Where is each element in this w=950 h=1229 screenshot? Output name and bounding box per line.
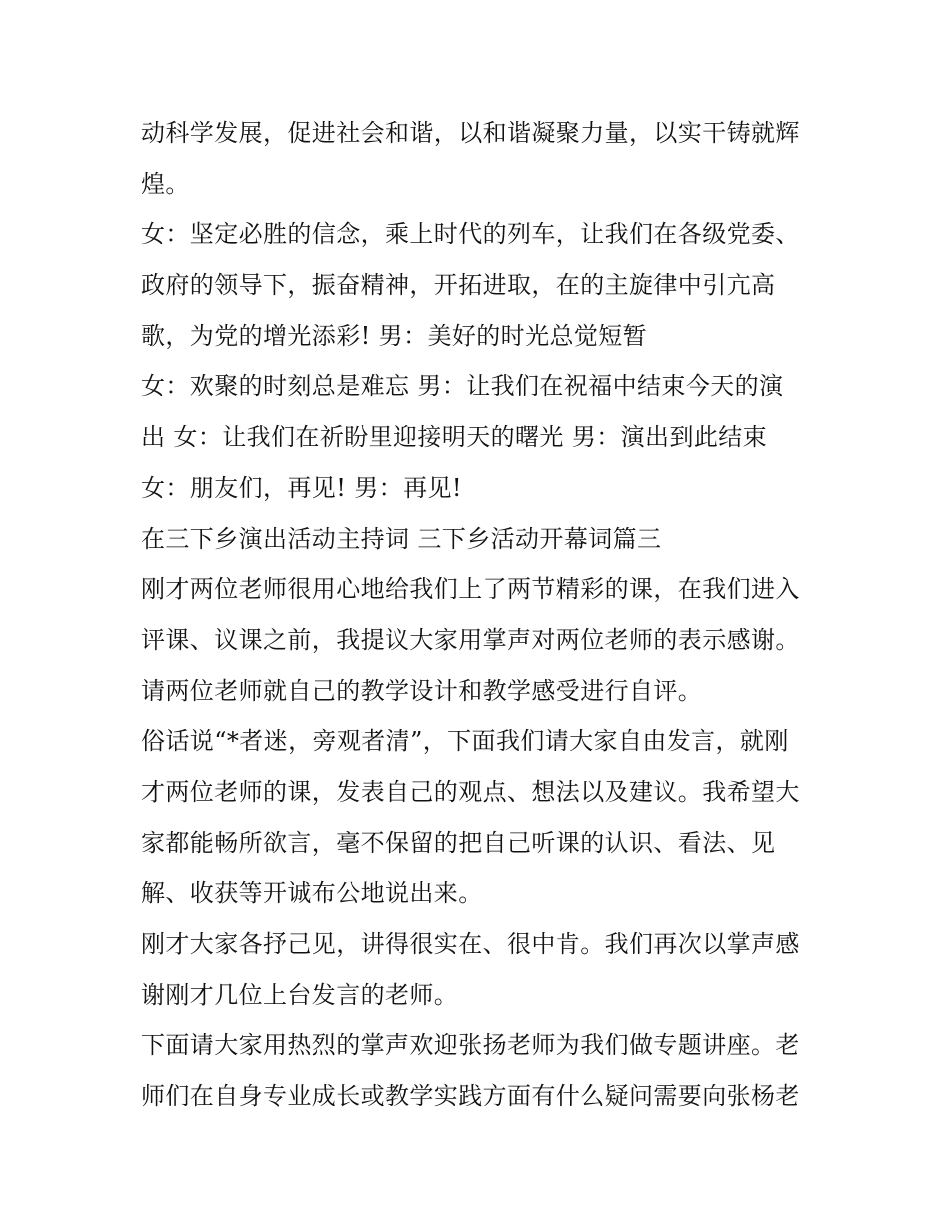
text-line: 俗话说“*者迷，旁观者清”，下面我们请大家自由发言，就刚 [141,727,789,756]
text-line: 谢刚才几位上台发言的老师。 [141,980,459,1009]
text-line: 请两位老师就自己的教学设计和教学感受进行自评。 [141,676,703,705]
text-line: 下面请大家用热烈的掌声欢迎张扬老师为我们做专题讲座。老 [141,1031,800,1060]
text-line: 解、收获等开诚布公地说出来。 [141,879,483,908]
text-line: 师们在自身专业成长或教学实践方面有什么疑问需要向张杨老 [141,1082,800,1111]
text-line: 才两位老师的课，发表自己的观点、想法以及建议。我希望大 [141,777,800,806]
text-line: 歌，为党的增光添彩! 男：美好的时光总觉短暂 [141,321,648,350]
text-line: 出 女：让我们在祈盼里迎接明天的曙光 男：演出到此结束 [141,423,768,452]
text-line: 女：朋友们，再见! 男：再见! [141,473,462,502]
text-line: 动科学发展，促进社会和谐，以和谐凝聚力量，以实干铸就辉 [141,119,800,147]
text-line: 刚才大家各抒己见，讲得很实在、很中肯。我们再次以掌声感 [141,930,800,958]
body-text [141,108,821,1122]
text-line: 女：坚定必胜的信念，乘上时代的列车，让我们在各级党委、 [141,220,800,249]
text-line: 家都能畅所欲言，毫不保留的把自己听课的认识、看法、见 [141,828,776,857]
text-line: 煌。 [141,169,190,198]
text-line: 女：欢聚的时刻总是难忘 男：让我们在祝福中结束今天的演 [141,372,784,401]
text-line: 刚才两位老师很用心地给我们上了两节精彩的课，在我们进入 [141,575,800,604]
text-line: 政府的领导下，振奋精神，开拓进取，在的主旋律中引亢高 [141,271,776,300]
text-line: 评课、议课之前，我提议大家用掌声对两位老师的表示感谢。 [141,625,800,654]
section-heading: 在三下乡演出活动主持词 三下乡活动开幕词篇三 [141,524,662,553]
